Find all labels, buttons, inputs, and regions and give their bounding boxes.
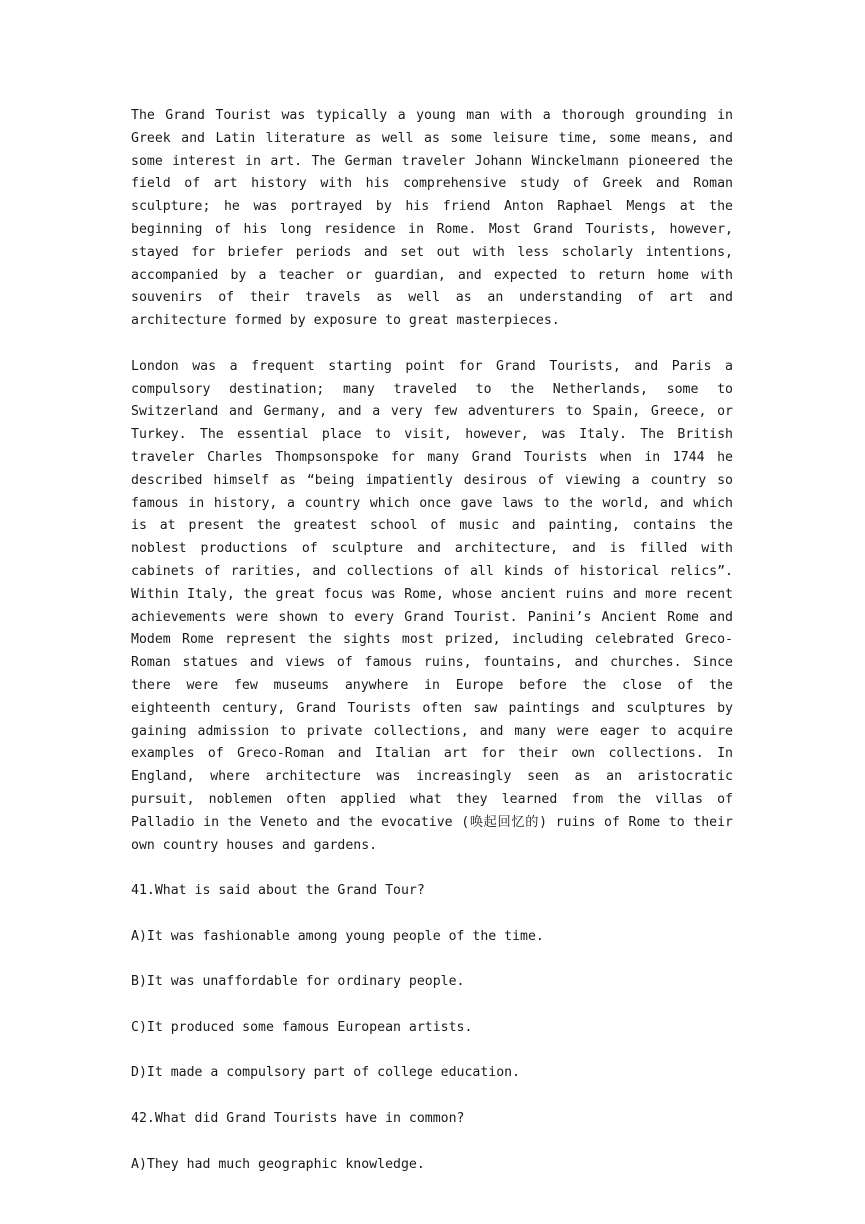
question-41-option-c: C)It produced some famous European artists. (131, 1019, 473, 1035)
question-42-stem: 42.What did Grand Tourists have in common? (131, 1111, 465, 1127)
question-42-option-a: A)They had much geographic knowledge. (131, 1156, 425, 1172)
document-page (131, 105, 733, 1199)
question-41-option-d: D)It made a compulsory part of college education. (131, 1065, 521, 1081)
question-41 (131, 880, 733, 1085)
question-41-option-b: B)It was unaffordable for ordinary people. (131, 974, 465, 990)
passage-paragraph-2: London was a frequent starting point for Grand Tourists, and Paris a compulsory destination; many traveled to the Netherlands, some to Switzerland and Germany, and a very few adventurers to Spain, Greece, or Turkey. The essential place to visit, however, was Italy. The British traveler Charles Thompsonspoke for many Grand Tourists when in 1744 he described himself as “being impatiently desirous of viewing a country so famous in history, a country which once gave laws to the world, and which is at present the greatest school of music and painting, contains the noblest productions of sculpture and architecture, and is filled with cabinets of rarities, and collections of all kinds of historical relics”. Within Italy, the great focus was Rome, whose ancient ruins and more recent achievements were shown to every Grand Tourist. Panini’s Ancient Rome and Modem Rome represent the sights most prized, including celebrated Greco-Roman statues and views of famous ruins, fountains, and churches. Since there were few museums anywhere in Europe before the close of the eighteenth century, Grand Tourists often saw paintings and sculptures by gaining admission to private collections, and many were eager to acquire examples of Greco-Roman and Italian art for their own collections. In England, where architecture was increasingly seen as an aristocratic pursuit, noblemen often applied what they learned from the villas of Palladio in the Veneto and the evocative (唤起回忆的) ruins of Rome to their own country houses and gardens. (131, 358, 733, 853)
question-42 (131, 1108, 733, 1176)
question-41-option-a: A)It was fashionable among young people of the time. (131, 928, 544, 944)
passage-paragraph-1: The Grand Tourist was typically a young man with a thorough grounding in Greek and Latin literature as well as some leisure time, some means, and some interest in art. The German traveler Johann Winckelmann pioneered the field of art history with his comprehensive study of Greek and Roman sculpture; he was portrayed by his friend Anton Raphael Mengs at the beginning of his long residence in Rome. Most Grand Tourists, however, stayed for briefer periods and set out with less scholarly intentions, accompanied by a teacher or guardian, and expected to return home with souvenirs of their travels as well as an understanding of art and architecture formed by exposure to great masterpieces. (131, 108, 733, 329)
question-41-stem: 41.What is said about the Grand Tour? (131, 883, 425, 899)
